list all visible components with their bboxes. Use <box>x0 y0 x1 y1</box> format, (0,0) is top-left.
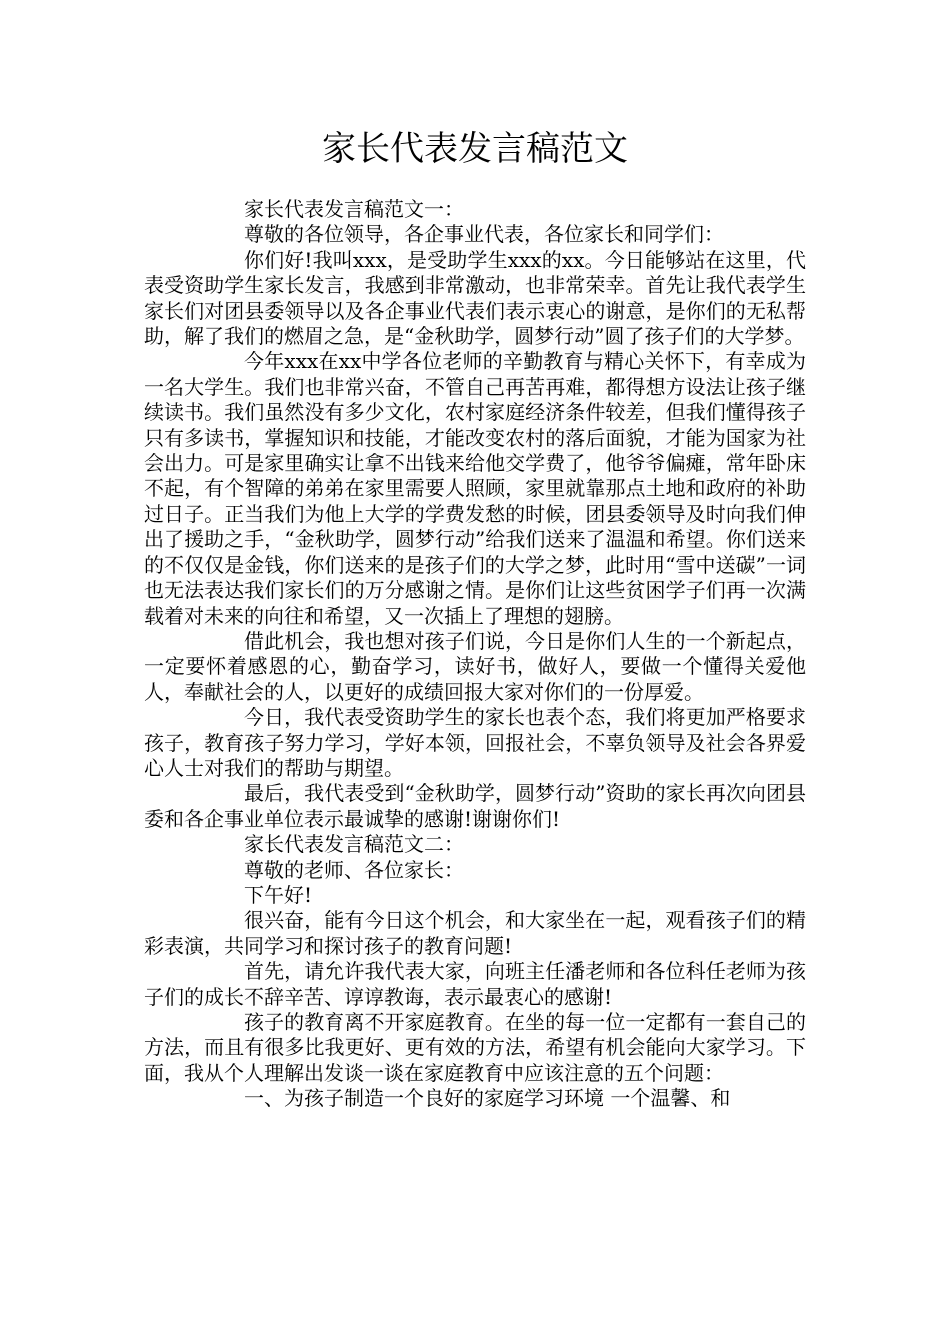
paragraph-closing-thanks: 最后，我代表受到“金秋助学，圆梦行动”资助的家长再次向团县委和各企事业单位表示最诚挚的感谢!谢谢你们! <box>144 781 806 831</box>
document-body <box>144 197 806 1112</box>
paragraph-salutation-2: 尊敬的老师、各位家长： <box>244 857 464 882</box>
paragraph-greeting: 下午好! <box>244 882 313 907</box>
paragraph-happy-to-attend: 很兴奋，能有今日这个机会，和大家坐在一起，观看孩子们的精彩表演，共同学习和探讨孩子的教育问题! <box>144 908 806 958</box>
paragraph-thanks-teachers: 首先，请允许我代表大家，向班主任潘老师和各位科任老师为孩子们的成长不辞辛苦、谆谆教诲，表示最衷心的感谢! <box>144 959 806 1009</box>
paragraph-family-situation: 今年xxx在xx中学各位老师的辛勤教育与精心关怀下，有幸成为一名大学生。我们也非常兴奋，不管自己再苦再难，都得想方设法让孩子继续读书。我们虽然没有多少文化，农村家庭经济条件较差，但我们懂得孩子只有多读书，掌握知识和技能，才能改变农村的落后面貌，才能为国家为社会出力。可是家里确实让拿不出钱来给他交学费了，他爷爷偏瘫，常年卧床不起，有个智障的弟弟在家里需要人照顾，家里就靠那点土地和政府的补助过日子。正当我们为他上大学的学费发愁的时候，团县委领导及时向我们伸出了援助之手，“金秋助学，圆梦行动”给我们送来了温温和希望。你们送来的不仅仅是金钱，你们送来的是孩子们的大学之梦，此时用“雪中送碳”一词也无法表达我们家长们的万分感谢之情。是你们让这些贫困学子们再一次满载着对未来的向往和希望，又一次插上了理想的翅膀。 <box>144 349 806 628</box>
paragraph-parents-pledge: 今日，我代表受资助学生的家长也表个态，我们将更加严格要求孩子，教育孩子努力学习，学好本领，回报社会，不辜负领导及社会各界爱心人士对我们的帮助与期望。 <box>144 705 806 780</box>
paragraph-salutation-1: 尊敬的各位领导，各企事业代表，各位家长和同学们： <box>244 222 724 247</box>
paragraph-sample-1-heading: 家长代表发言稿范文一： <box>244 197 464 221</box>
paragraph-opening-thanks: 你们好!我叫xxx，是受助学生xxx的xx。今日能够站在这里，代表受资助学生家长发言，我感到非常激动，也非常荣幸。首先让我代表学生家长们对团县委领导以及各企事业代表们表示衷心的谢意，是你们的无私帮助，解了我们的燃眉之急，是“金秋助学，圆梦行动”圆了孩子们的大学梦。 <box>144 247 806 349</box>
paragraph-family-education: 孩子的教育离不开家庭教育。在坐的每一位一定都有一套自己的方法，而且有很多比我更好、更有效的方法，希望有机会能向大家学习。下面，我从个人理解出发谈一谈在家庭教育中应该注意的五个问题： <box>144 1010 806 1085</box>
paragraph-point-one: 一、为孩子制造一个良好的家庭学习环境 一个温馨、和 <box>244 1086 731 1111</box>
document-title: 家长代表发言稿范文 <box>322 129 628 169</box>
paragraph-sample-2-heading: 家长代表发言稿范文二： <box>244 832 464 857</box>
paragraph-message-to-students: 借此机会，我也想对孩子们说，今日是你们人生的一个新起点，一定要怀着感恩的心，勤奋学习，读好书，做好人，要做一个懂得关爱他人，奉献社会的人，以更好的成绩回报大家对你们的一份厚爱。 <box>144 628 806 704</box>
